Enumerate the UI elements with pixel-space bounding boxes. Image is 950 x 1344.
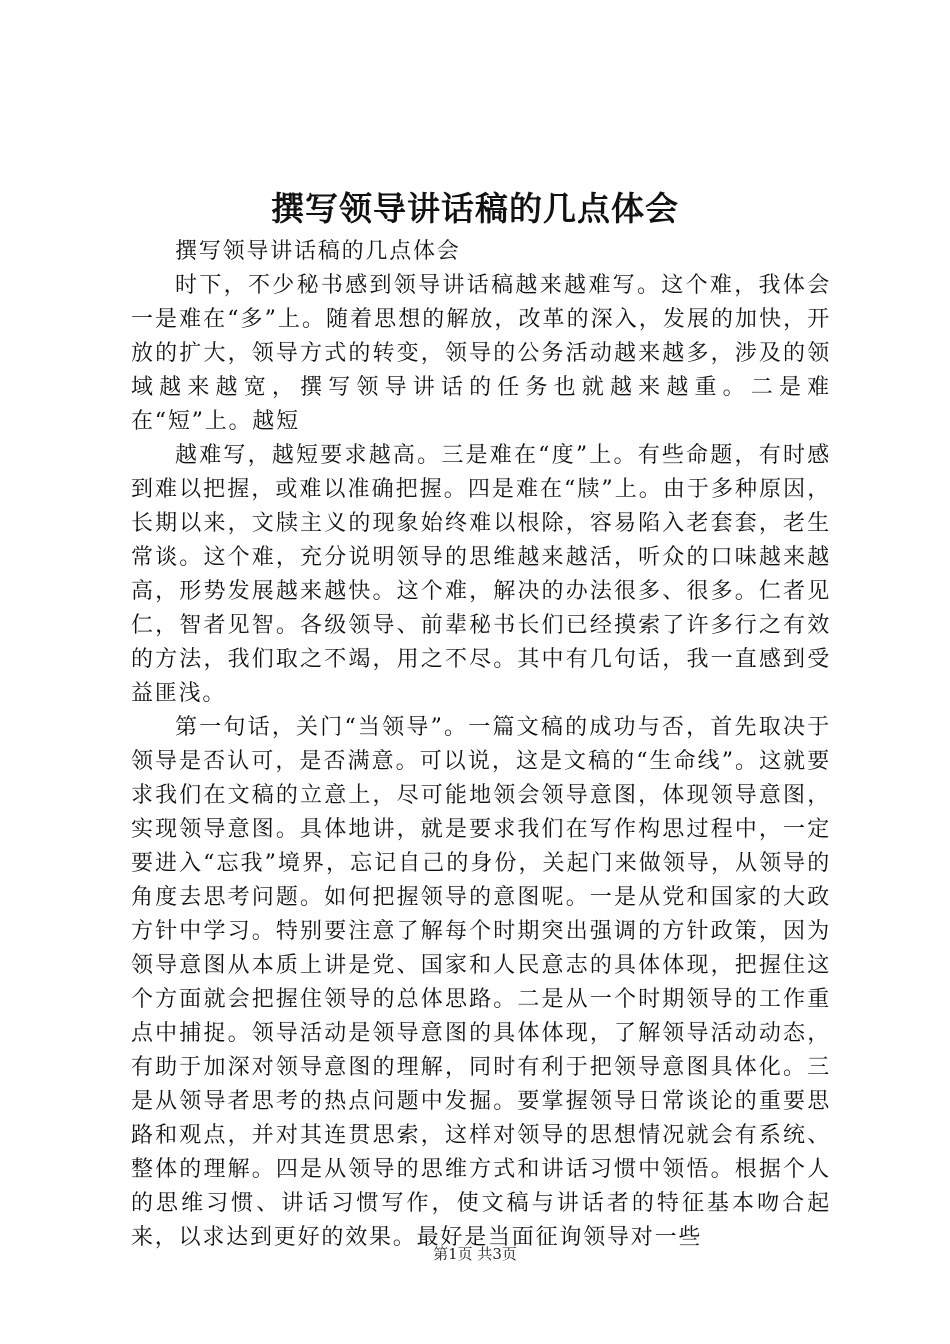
body-paragraph-subtitle: 撰写领导讲话稿的几点体会 (175, 239, 461, 264)
document-title: 撰写领导讲话稿的几点体会 (271, 189, 679, 228)
page-number-footer: 第1页 共3页 (433, 1245, 517, 1263)
body-paragraph-2: 越难写，越短要求越高。三是难在“度”上。有些命题，有时感到难以把握，或难以准确把握。四是难在“牍”上。由于多种原因，长期以来，文牍主义的现象始终难以根除，容易陷入老套套，老生常谈。这个难，充分说明领导的思维越来越活，听众的口味越来越高，形势发展越来越快。这个难，解决的办法很多、很多。仁者见仁，智者见智。各级领导、前辈秘书长们已经摸索了许多行之有效的方法，我们取之不竭，用之不尽。其中有几句话，我一直感到受益匪浅。 (131, 443, 831, 706)
document-body (131, 235, 831, 1255)
body-paragraph-1: 时下，不少秘书感到领导讲话稿越来越难写。这个难，我体会一是难在“多”上。随着思想的解放，改革的深入，发展的加快，开放的扩大，领导方式的转变，领导的公务活动越来越多，涉及的领域越来越宽，撰写领导讲话的任务也就越来越重。二是难在“短”上。越短 (131, 273, 831, 434)
body-paragraph-3: 第一句话，关门“当领导”。一篇文稿的成功与否，首先取决于领导是否认可，是否满意。可以说，这是文稿的“生命线”。这就要求我们在文稿的立意上，尽可能地领会领导意图，体现领导意图，实现领导意图。具体地讲，就是要求我们在写作构思过程中，一定要进入“忘我”境界，忘记自己的身份，关起门来做领导，从领导的角度去思考问题。如何把握领导的意图呢。一是从党和国家的大政方针中学习。特别要注意了解每个时期突出强调的方针政策，因为领导意图从本质上讲是党、国家和人民意志的具体体现，把握住这个方面就会把握住领导的总体思路。二是从一个时期领导的工作重点中捕捉。领导活动是领导意图的具体体现，了解领导活动动态，有助于加深对领导意图的理解，同时有利于把领导意图具体化。三是从领导者思考的热点问题中发掘。要掌握领导日常谈论的重要思路和观点，并对其连贯思索，这样对领导的思想情况就会有系统、整体的理解。四是从领导的思维方式和讲话习惯中领悟。根据个人的思维习惯、讲话习惯写作，使文稿与讲话者的特征基本吻合起来，以求达到更好的效果。最好是当面征询领导对一些 (131, 715, 831, 1250)
